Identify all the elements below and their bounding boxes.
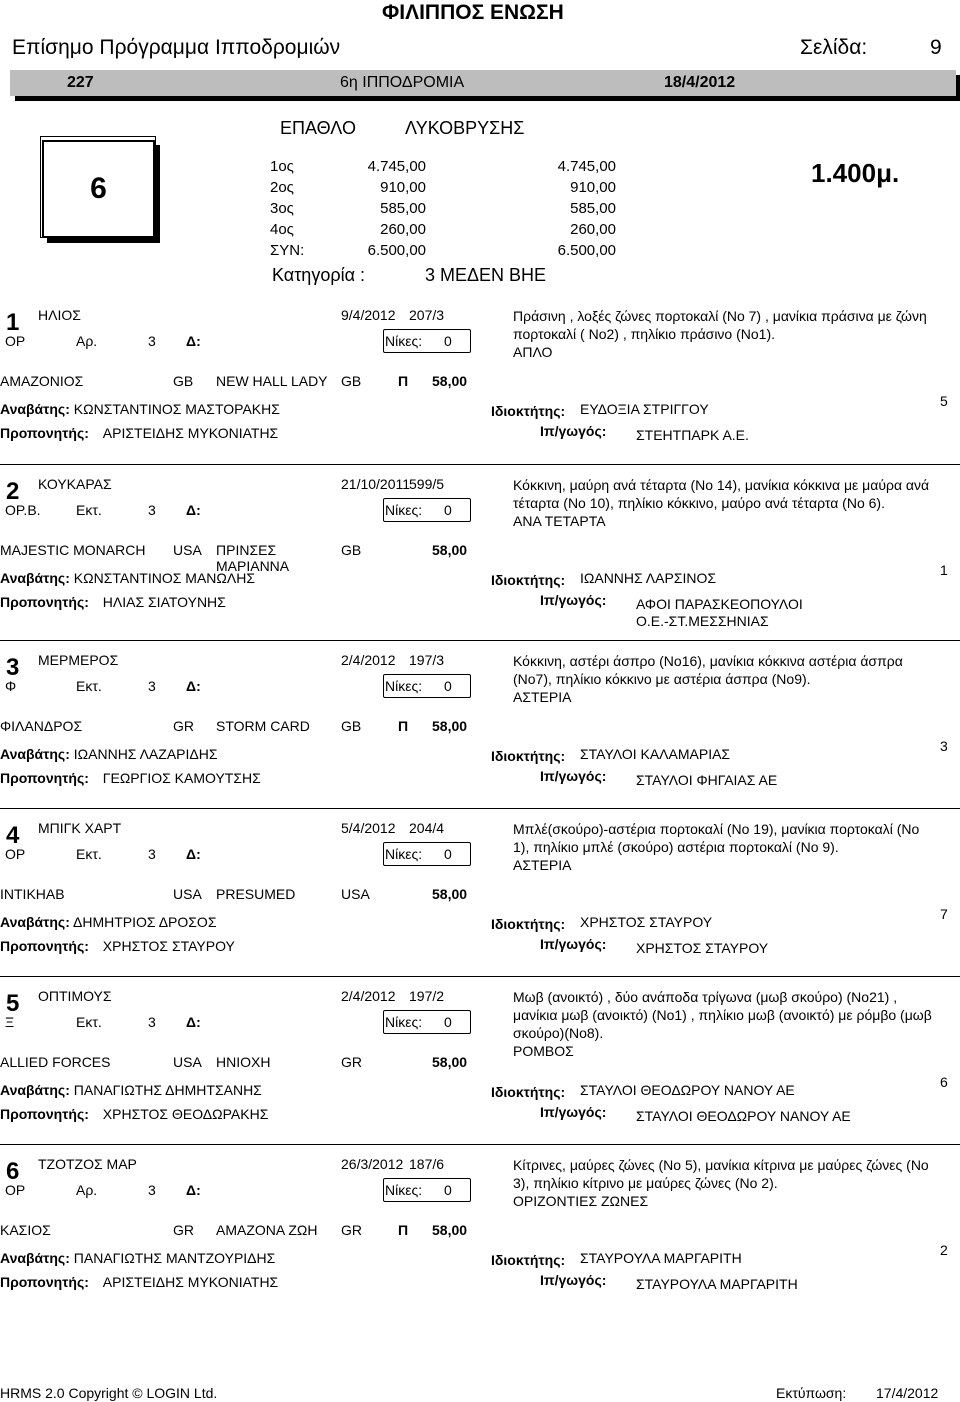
- trainer-label: Προπονητής:: [0, 1106, 89, 1122]
- jockey-row: [0, 401, 280, 417]
- footer-printed-label: Εκτύπωση:: [776, 1385, 847, 1401]
- horse-age: 3: [148, 846, 156, 862]
- horse-sex: Φ: [5, 678, 17, 694]
- silks-name: ΑΣΤΕΡΙΑ: [513, 689, 572, 705]
- delta-label: Δ:: [186, 846, 201, 862]
- trainer-name: ΑΡΙΣΤΕΙΔΗΣ ΜΥΚΟΝΙΑΤΗΣ: [102, 425, 279, 441]
- trainer-name: ΗΛΙΑΣ ΣΙΑΤΟΥΝΗΣ: [102, 594, 226, 610]
- owner-label: Ιδιοκτήτης:: [491, 572, 566, 588]
- prize-place: 2ος: [270, 179, 294, 196]
- draw-number: 5: [940, 393, 948, 409]
- weight: 58,00: [432, 1222, 468, 1238]
- footer-copyright: HRMS 2.0 Copyright © LOGIN Ltd.: [0, 1385, 218, 1401]
- horse-color: Εκτ.: [76, 502, 102, 518]
- breeder-name: ΣΤΑΥΡΟΥΛΑ ΜΑΡΓΑΡΙΤΗ: [636, 1276, 798, 1292]
- jockey-name: ΔΗΜΗΤΡΙΟΣ ΔΡΟΣΟΣ: [73, 914, 217, 930]
- jockey-name: ΚΩΝΣΤΑΝΤΙΝΟΣ ΜΑΝΩΛΗΣ: [73, 570, 255, 586]
- delta-label: Δ:: [186, 1014, 201, 1030]
- dam-name: STORM CARD: [216, 718, 310, 734]
- breeder-name: ΣΤΑΥΛΟΙ ΦΗΓΑΙΑΣ ΑΕ: [636, 772, 778, 788]
- jockey-name: ΙΩΑΝΝΗΣ ΛΑΖΑΡΙΔΗΣ: [73, 746, 218, 762]
- silks-name: ΑΝΑ ΤΕΤΑΡΤΑ: [513, 513, 606, 529]
- horse-sex: ΟΡ: [5, 846, 26, 862]
- jockey-name: ΠΑΝΑΓΙΩΤΗΣ ΜΑΝΤΖΟΥΡΙΔΗΣ: [73, 1250, 276, 1266]
- horse-name: ΗΛΙΟΣ: [38, 307, 81, 323]
- horse-age: 3: [148, 333, 156, 349]
- entry-separator: [0, 808, 960, 809]
- trainer-row: [0, 1274, 278, 1290]
- jockey-row: [0, 1082, 262, 1098]
- jockey-row: [0, 570, 255, 586]
- jockey-label: Αναβάτης:: [0, 1250, 70, 1266]
- rating: 187/6: [409, 1156, 445, 1172]
- meeting-date: 18/4/2012: [664, 74, 736, 91]
- wins-label: Νίκες:: [385, 502, 423, 518]
- breeder-label: Ιπ/γωγός:: [540, 936, 607, 952]
- horse-color: Αρ.: [76, 1182, 98, 1198]
- horse-age: 3: [148, 678, 156, 694]
- prize-label: ΕΠΑΘΛΟ: [280, 118, 356, 138]
- horse-age: 3: [148, 502, 156, 518]
- page-title: Επίσημο Πρόγραμμα Ιπποδρομιών: [12, 36, 341, 59]
- delta-label: Δ:: [186, 1182, 201, 1198]
- race-distance: 1.400μ.: [811, 158, 900, 188]
- sire-name: ALLIED FORCES: [0, 1054, 111, 1070]
- sire-name: MAJESTIC MONARCH: [0, 542, 146, 558]
- sire-name: ΚΑΣΙΟΣ: [0, 1222, 51, 1238]
- horse-name: ΚΟΥΚΑΡΑΣ: [38, 476, 112, 492]
- prize-amount-a: 910,00: [380, 179, 426, 196]
- breeder-name: ΣΤΑΥΛΟΙ ΘΕΟΔΩΡΟΥ ΝΑΝΟΥ ΑΕ: [636, 1108, 851, 1124]
- breeder-label: Ιπ/γωγός:: [540, 1104, 607, 1120]
- silks-description: [513, 652, 933, 706]
- last-run-date: 5/4/2012: [341, 820, 396, 836]
- breeder-name: ΧΡΗΣΤΟΣ ΣΤΑΥΡΟΥ: [636, 940, 769, 956]
- wins-label: Νίκες:: [385, 846, 423, 862]
- dam-name: PRESUMED: [216, 886, 296, 902]
- entry-number: 3: [6, 654, 20, 681]
- horse-age: 3: [148, 1014, 156, 1030]
- delta-label: Δ:: [186, 502, 201, 518]
- weight: 58,00: [432, 373, 468, 389]
- silks-description: [513, 307, 933, 361]
- dam-country: GB: [341, 542, 362, 558]
- horse-color: Αρ.: [76, 333, 98, 349]
- entry-separator: [0, 464, 960, 465]
- silks-description: [513, 1156, 933, 1210]
- weight: 58,00: [432, 1054, 468, 1070]
- horse-color: Εκτ.: [76, 1014, 102, 1030]
- jockey-row: [0, 914, 216, 930]
- jockey-name: ΚΩΝΣΤΑΝΤΙΝΟΣ ΜΑΣΤΟΡΑΚΗΣ: [73, 401, 280, 417]
- jockey-label: Αναβάτης:: [0, 570, 70, 586]
- trainer-name: ΓΕΩΡΓΙΟΣ ΚΑΜΟΥΤΣΗΣ: [102, 770, 261, 786]
- owner-label: Ιδιοκτήτης:: [491, 1252, 566, 1268]
- meeting-code: 227: [67, 74, 94, 91]
- rating: 599/5: [409, 476, 445, 492]
- prize-name: ΛΥΚΟΒΡΥΣΗΣ: [405, 118, 525, 138]
- breeder-label: Ιπ/γωγός:: [540, 768, 607, 784]
- meeting-bar: [10, 70, 956, 96]
- last-run-date: 2/4/2012: [341, 988, 396, 1004]
- jockey-label: Αναβάτης:: [0, 401, 70, 417]
- silks-text: Μωβ (ανοικτό) , δύο ανάποδα τρίγωνα (μωβ σκούρο) (Νο21) , μανίκια μωβ (ανοικτό) (Νο1) , πηλίκιο μωβ (ανοικτό) με ρόμβο (μωβ σκούρο)(Νο8).: [513, 989, 932, 1041]
- prize-amount-b: 6.500,00: [557, 242, 616, 259]
- draw-number: 7: [940, 906, 948, 922]
- footer-printed-date: 17/4/2012: [876, 1385, 939, 1401]
- trainer-label: Προπονητής:: [0, 938, 89, 954]
- last-run-date: 21/10/2011: [341, 476, 411, 492]
- rating: 197/2: [409, 988, 445, 1004]
- dam-country: GB: [341, 718, 362, 734]
- race-number: 6: [42, 140, 155, 238]
- sire-name: ΑΜΑΖΟΝΙΟΣ: [0, 373, 84, 389]
- rating: 204/4: [409, 820, 445, 836]
- entry-number: 1: [6, 309, 20, 336]
- p-flag: Π: [398, 1222, 409, 1238]
- p-flag: Π: [398, 718, 409, 734]
- weight: 58,00: [432, 886, 468, 902]
- horse-age: 3: [148, 1182, 156, 1198]
- sire-name: ΙΝΤΙΚΗΑΒ: [0, 886, 65, 902]
- sire-country: GB: [173, 373, 194, 389]
- silks-name: ΑΣΤΕΡΙΑ: [513, 857, 572, 873]
- horse-name: ΜΠΙΓΚ ΧΑΡΤ: [38, 820, 122, 836]
- trainer-row: [0, 594, 226, 610]
- last-run-date: 9/4/2012: [341, 307, 396, 323]
- horse-name: ΤΖΟΤΖΟΣ ΜΑΡ: [38, 1156, 137, 1172]
- trainer-label: Προπονητής:: [0, 425, 89, 441]
- prize-place: ΣΥΝ:: [270, 242, 305, 259]
- horse-name: ΟΠΤΙΜΟΥΣ: [38, 988, 112, 1004]
- trainer-row: [0, 938, 235, 954]
- prize-amount-a: 585,00: [380, 200, 426, 217]
- silks-description: [513, 476, 933, 530]
- prize-amount-b: 4.745,00: [557, 158, 616, 175]
- prize-place: 4ος: [270, 221, 294, 238]
- wins-label: Νίκες:: [385, 333, 423, 349]
- jockey-row: [0, 1250, 275, 1266]
- p-flag: Π: [398, 373, 409, 389]
- silks-description: [513, 820, 933, 874]
- draw-number: 2: [940, 1242, 948, 1258]
- trainer-name: ΧΡΗΣΤΟΣ ΘΕΟΔΩΡΑΚΗΣ: [102, 1106, 269, 1122]
- wins-value: 0: [444, 1014, 452, 1030]
- category-value: 3 ΜΕΔΕΝ ΒΗΕ: [425, 265, 547, 285]
- page-label: Σελίδα:: [800, 36, 868, 59]
- horse-color: Εκτ.: [76, 846, 102, 862]
- wins-label: Νίκες:: [385, 1182, 423, 1198]
- entry-number: 4: [6, 822, 20, 849]
- weight: 58,00: [432, 718, 468, 734]
- trainer-label: Προπονητής:: [0, 594, 89, 610]
- owner-name: ΣΤΑΥΡΟΥΛΑ ΜΑΡΓΑΡΙΤΗ: [580, 1250, 742, 1266]
- sire-country: GR: [173, 718, 194, 734]
- breeder-name: ΑΦΟΙ ΠΑΡΑΣΚΕΟΠΟΥΛΟΙ: [636, 596, 803, 612]
- horse-sex: ΟΡ: [5, 1182, 26, 1198]
- prize-amount-a: 4.745,00: [367, 158, 426, 175]
- dam-name: ΠΡΙΝΣΕΣ ΜΑΡΙΑΝΝΑ: [216, 542, 290, 574]
- breeder-name: ΣΤΕΗΤΠΑΡΚ Α.Ε.: [636, 427, 749, 443]
- owner-label: Ιδιοκτήτης:: [491, 916, 566, 932]
- silks-name: ΟΡΙΖΟΝΤΙΕΣ ΖΩΝΕΣ: [513, 1193, 649, 1209]
- breeder-label: Ιπ/γωγός:: [540, 423, 607, 439]
- rating: 207/3: [409, 307, 445, 323]
- trainer-label: Προπονητής:: [0, 770, 89, 786]
- owner-name: ΧΡΗΣΤΟΣ ΣΤΑΥΡΟΥ: [580, 914, 713, 930]
- dam-country: GR: [341, 1222, 362, 1238]
- prize-place: 3ος: [270, 200, 294, 217]
- owner-label: Ιδιοκτήτης:: [491, 403, 566, 419]
- prize-amount-a: 6.500,00: [367, 242, 426, 259]
- entry-separator: [0, 640, 960, 641]
- owner-name: ΣΤΑΥΛΟΙ ΚΑΛΑΜΑΡΙΑΣ: [580, 746, 731, 762]
- silks-text: Μπλέ(σκούρο)-αστέρια πορτοκαλί (Νο 19), μανίκια πορτοκαλί (Νο 1), πηλίκιο μπλέ (σκούρο) αστέρια πορτοκαλί (Νο 9).: [513, 821, 920, 855]
- horse-sex: ΟΡ.Β.: [5, 502, 41, 518]
- horse-name: ΜΕΡΜΕΡΟΣ: [38, 652, 119, 668]
- wins-value: 0: [444, 1182, 452, 1198]
- dam-country: GB: [341, 373, 362, 389]
- horse-sex: Ξ: [5, 1014, 15, 1030]
- trainer-row: [0, 770, 261, 786]
- owner-label: Ιδιοκτήτης:: [491, 1084, 566, 1100]
- wins-value: 0: [444, 678, 452, 694]
- jockey-label: Αναβάτης:: [0, 746, 70, 762]
- wins-value: 0: [444, 846, 452, 862]
- trainer-label: Προπονητής:: [0, 1274, 89, 1290]
- owner-name: ΕΥΔΟΞΙΑ ΣΤΡΙΓΓΟΥ: [580, 401, 709, 417]
- category-label: Κατηγορία :: [272, 265, 365, 285]
- wins-label: Νίκες:: [385, 678, 423, 694]
- dam-name: NEW HALL LADY: [216, 373, 328, 389]
- page-number: 9: [930, 36, 942, 59]
- prize-amount-a: 260,00: [380, 221, 426, 238]
- silks-text: Κόκκινη, μαύρη ανά τέταρτα (Νο 14), μανίκια κόκκινα με μαύρα ανά τέταρτα (Νο 10), πηλίκιο κόκκινο, μαύρο ανά τέταρτα (Νο 6).: [513, 477, 930, 511]
- sire-name: ΦΙΛΑΝΔΡΟΣ: [0, 718, 83, 734]
- owner-label: Ιδιοκτήτης:: [491, 748, 566, 764]
- trainer-row: [0, 1106, 268, 1122]
- meeting-name: 6η ΙΠΠΟΔΡΟΜΙΑ: [340, 74, 465, 91]
- entry-number: 5: [6, 990, 20, 1017]
- entry-separator: [0, 1144, 960, 1145]
- prize-amount-b: 910,00: [570, 179, 616, 196]
- weight: 58,00: [432, 542, 468, 558]
- trainer-name: ΧΡΗΣΤΟΣ ΣΤΑΥΡΟΥ: [102, 938, 235, 954]
- horse-sex: ΟΡ: [5, 333, 26, 349]
- last-run-date: 26/3/2012: [341, 1156, 404, 1172]
- silks-name: ΡΟΜΒΟΣ: [513, 1043, 574, 1059]
- prize-amount-b: 585,00: [570, 200, 616, 217]
- wins-label: Νίκες:: [385, 1014, 423, 1030]
- breeder-label: Ιπ/γωγός:: [540, 1272, 607, 1288]
- dam-country: GR: [341, 1054, 362, 1070]
- wins-value: 0: [444, 333, 452, 349]
- silks-text: Κόκκινη, αστέρι άσπρο (Νο16), μανίκια κόκκινα αστέρια άσπρα (Νο7), πηλίκιο κόκκινο με αστέρια άσπρα (Νο9).: [513, 653, 903, 687]
- breeder-label: Ιπ/γωγός:: [540, 592, 607, 608]
- silks-text: Πράσινη , λοξές ζώνες πορτοκαλί (Νο 7) , μανίκια πράσινα με ζώνη πορτοκαλί ( Νο2) , πηλίκιο πράσινο (Νο1).: [513, 308, 927, 342]
- silks-text: Κίτρινες, μαύρες ζώνες (Νο 5), μανίκια κίτρινα με μαύρες ζώνες (Νο 3), πηλίκιο κίτρινο με μαύρες ζώνες (Νο 2).: [513, 1157, 929, 1191]
- owner-name: ΙΩΑΝΝΗΣ ΛΑΡΣΙΝΟΣ: [580, 570, 717, 586]
- delta-label: Δ:: [186, 678, 201, 694]
- rating: 197/3: [409, 652, 445, 668]
- dam-name: ΑΜΑΖΟΝΑ ΖΩΗ: [216, 1222, 318, 1238]
- sire-country: USA: [173, 886, 202, 902]
- dam-country: USA: [341, 886, 370, 902]
- sire-country: GR: [173, 1222, 194, 1238]
- silks-name: ΑΠΛΟ: [513, 344, 553, 360]
- jockey-label: Αναβάτης:: [0, 914, 70, 930]
- wins-value: 0: [444, 502, 452, 518]
- sire-country: USA: [173, 542, 202, 558]
- entry-number: 6: [6, 1158, 20, 1185]
- prize-place: 1ος: [270, 158, 294, 175]
- breeder-name-2: Ο.Ε.-ΣΤ.ΜΕΣΣΗΝΙΑΣ: [636, 613, 769, 629]
- draw-number: 3: [940, 738, 948, 754]
- association-title: ΦΙΛΙΠΠΟΣ ΕΝΩΣΗ: [382, 1, 564, 24]
- draw-number: 1: [940, 562, 948, 578]
- owner-name: ΣΤΑΥΛΟΙ ΘΕΟΔΩΡΟΥ ΝΑΝΟΥ ΑΕ: [580, 1082, 795, 1098]
- dam-name: ΗΝΙΟΧΗ: [216, 1054, 271, 1070]
- trainer-row: [0, 425, 278, 441]
- prize-amount-b: 260,00: [570, 221, 616, 238]
- horse-color: Εκτ.: [76, 678, 102, 694]
- jockey-name: ΠΑΝΑΓΙΩΤΗΣ ΔΗΜΗΤΣΑΝΗΣ: [73, 1082, 262, 1098]
- delta-label: Δ:: [186, 333, 201, 349]
- sire-country: USA: [173, 1054, 202, 1070]
- entry-separator: [0, 976, 960, 977]
- trainer-name: ΑΡΙΣΤΕΙΔΗΣ ΜΥΚΟΝΙΑΤΗΣ: [102, 1274, 279, 1290]
- last-run-date: 2/4/2012: [341, 652, 396, 668]
- silks-description: [513, 988, 933, 1060]
- jockey-label: Αναβάτης:: [0, 1082, 70, 1098]
- entry-number: 2: [6, 478, 20, 505]
- jockey-row: [0, 746, 218, 762]
- draw-number: 6: [940, 1074, 948, 1090]
